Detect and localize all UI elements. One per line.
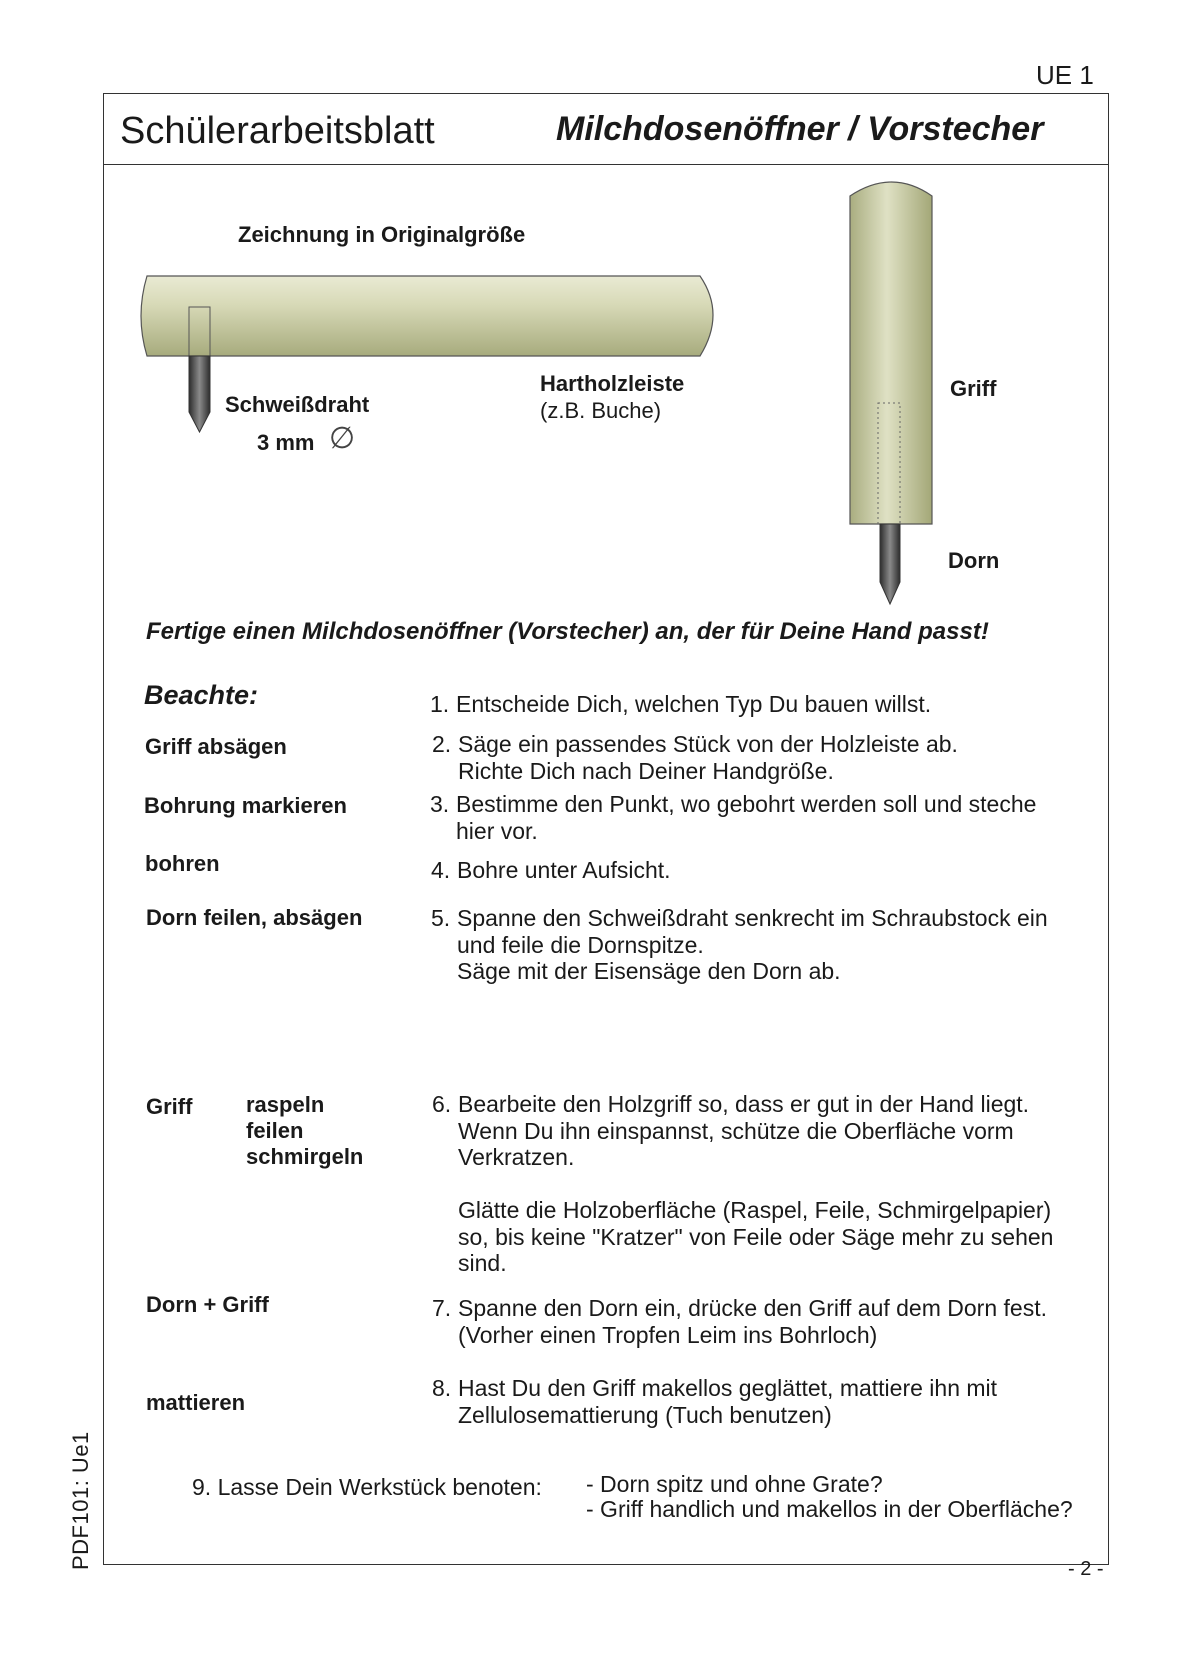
side-document-code: PDF101: Ue1 bbox=[68, 1431, 93, 1570]
step-6: 6. Bearbeite den Holzgriff so, dass er gut in der Hand liegt. Wenn Du ihn einspannst, schütze die Oberfläche vorm Verkratzen. bbox=[432, 1091, 1030, 1170]
step-7: 7. Spanne den Dorn ein, drücke den Griff auf dem Dorn fest. (Vorher einen Tropfen Leim ins Bohrloch) bbox=[432, 1295, 1047, 1348]
tool-drawing bbox=[0, 0, 1178, 640]
worksheet-title: Schülerarbeitsblatt bbox=[120, 110, 435, 152]
step-3: 3. Bestimme den Punkt, wo gebohrt werden soll und steche hier vor. bbox=[430, 791, 1037, 844]
vertical-spike bbox=[880, 524, 900, 604]
step-5-label: Dorn feilen, absägen bbox=[146, 905, 363, 930]
wood-example: (z.B. Buche) bbox=[540, 398, 662, 423]
step-4: 4. Bohre unter Aufsicht. bbox=[431, 857, 671, 883]
step-9: 9. Lasse Dein Werkstück benoten: bbox=[192, 1474, 542, 1500]
drawing-caption: Zeichnung in Originalgröße bbox=[238, 222, 526, 247]
step-6-label: Griff bbox=[146, 1094, 193, 1119]
grading-criteria: - Dorn spitz und ohne Grate? - Griff handlich und makellos in der Oberfläche? bbox=[586, 1471, 1073, 1522]
vertical-handle bbox=[850, 182, 932, 524]
wood-label: Hartholzleiste bbox=[540, 371, 685, 396]
step-8: 8. Hast Du den Griff makellos geglättet, mattiere ihn mit Zellulosemattierung (Tuch benutzen) bbox=[432, 1375, 998, 1428]
horizontal-spike bbox=[189, 356, 210, 432]
step-2-label: Griff absägen bbox=[145, 734, 287, 759]
unit-code: UE 1 bbox=[1036, 60, 1094, 90]
griff-label: Griff bbox=[950, 376, 997, 401]
step-1: 1. Entscheide Dich, welchen Typ Du bauen willst. bbox=[430, 691, 932, 717]
step-3-label: Bohrung markieren bbox=[144, 793, 347, 818]
dorn-label: Dorn bbox=[948, 548, 1000, 573]
page-number: - 2 - bbox=[1068, 1558, 1104, 1580]
intro-instruction: Fertige einen Milchdosenöffner (Vorstecher) an, der für Deine Hand passt! bbox=[146, 618, 989, 645]
project-title: Milchdosenöffner / Vorstecher bbox=[556, 110, 1044, 148]
step-4-label: bohren bbox=[145, 851, 220, 876]
diameter-icon: ∅ bbox=[329, 422, 356, 455]
beachte-heading: Beachte: bbox=[144, 680, 259, 710]
step-2: 2. Säge ein passendes Stück von der Holzleiste ab. Richte Dich nach Deiner Handgröße. bbox=[432, 731, 958, 784]
wire-size: 3 mm bbox=[257, 430, 315, 455]
horizontal-handle bbox=[141, 276, 713, 356]
step-5: 5. Spanne den Schweißdraht senkrecht im Schraubstock ein und feile die Dornspitze. Säge mit der Eisensäge den Dorn ab. bbox=[431, 905, 1048, 984]
step-8-label: mattieren bbox=[146, 1390, 246, 1415]
wire-label: Schweißdraht bbox=[225, 392, 370, 417]
step-6-smoothing: Glätte die Holzoberfläche (Raspel, Feile, Schmirgelpapier) so, bis keine "Kratzer" von Feile oder Säge mehr zu sehen sind. bbox=[458, 1197, 1054, 1276]
step-6-sublabels: raspeln feilen schmirgeln bbox=[246, 1092, 364, 1169]
step-7-label: Dorn + Griff bbox=[146, 1292, 269, 1317]
